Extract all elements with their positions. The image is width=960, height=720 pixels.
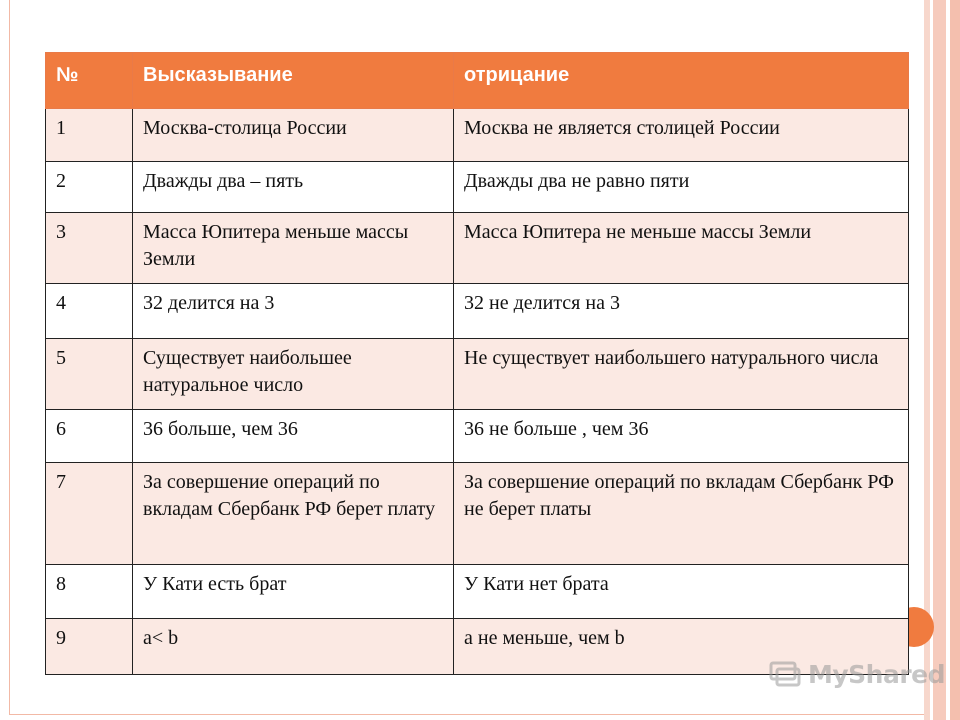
watermark-text: MyShared xyxy=(808,659,946,689)
decor-stripe xyxy=(950,0,960,720)
myshared-logo-icon xyxy=(768,659,802,689)
row-statement: Существует наибольшее натуральное число xyxy=(133,339,454,410)
row-negation: Дважды два не равно пяти xyxy=(454,162,909,213)
row-number: 6 xyxy=(46,410,133,463)
table-row xyxy=(46,565,909,619)
table-row xyxy=(46,463,909,565)
header-negation: отрицание xyxy=(454,53,909,109)
table-header-row xyxy=(46,53,909,109)
row-negation: Москва не является столицей России xyxy=(454,109,909,162)
row-number: 1 xyxy=(46,109,133,162)
row-negation: а не меньше, чем b xyxy=(454,619,909,675)
header-statement: Высказывание xyxy=(133,53,454,109)
table-row xyxy=(46,339,909,410)
row-statement: У Кати есть брат xyxy=(133,565,454,619)
row-negation: У Кати нет брата xyxy=(454,565,909,619)
row-number: 4 xyxy=(46,284,133,339)
table-row xyxy=(46,162,909,213)
row-negation: За совершение операций по вкладам Сбербанк РФ не берет платы xyxy=(454,463,909,565)
row-negation: 32 не делится на 3 xyxy=(454,284,909,339)
row-number: 3 xyxy=(46,213,133,284)
row-number: 7 xyxy=(46,463,133,565)
myshared-watermark xyxy=(768,656,945,692)
table-row xyxy=(46,284,909,339)
row-number: 5 xyxy=(46,339,133,410)
row-statement: Москва-столица России xyxy=(133,109,454,162)
row-negation: 36 не больше , чем 36 xyxy=(454,410,909,463)
row-statement: a< b xyxy=(133,619,454,675)
table-row xyxy=(46,213,909,284)
row-statement: 32 делится на 3 xyxy=(133,284,454,339)
decor-stripe xyxy=(933,0,946,720)
row-number: 8 xyxy=(46,565,133,619)
row-statement: Дважды два – пять xyxy=(133,162,454,213)
row-statement: 36 больше, чем 36 xyxy=(133,410,454,463)
row-number: 2 xyxy=(46,162,133,213)
table-row xyxy=(46,109,909,162)
header-number: № xyxy=(46,53,133,109)
row-negation: Масса Юпитера не меньше массы Земли xyxy=(454,213,909,284)
statements-table xyxy=(45,52,909,675)
row-statement: Масса Юпитера меньше массы Земли xyxy=(133,213,454,284)
row-number: 9 xyxy=(46,619,133,675)
table-row xyxy=(46,410,909,463)
row-statement: За совершение операций по вкладам Сбербанк РФ берет плату xyxy=(133,463,454,565)
row-negation: Не существует наибольшего натурального числа xyxy=(454,339,909,410)
